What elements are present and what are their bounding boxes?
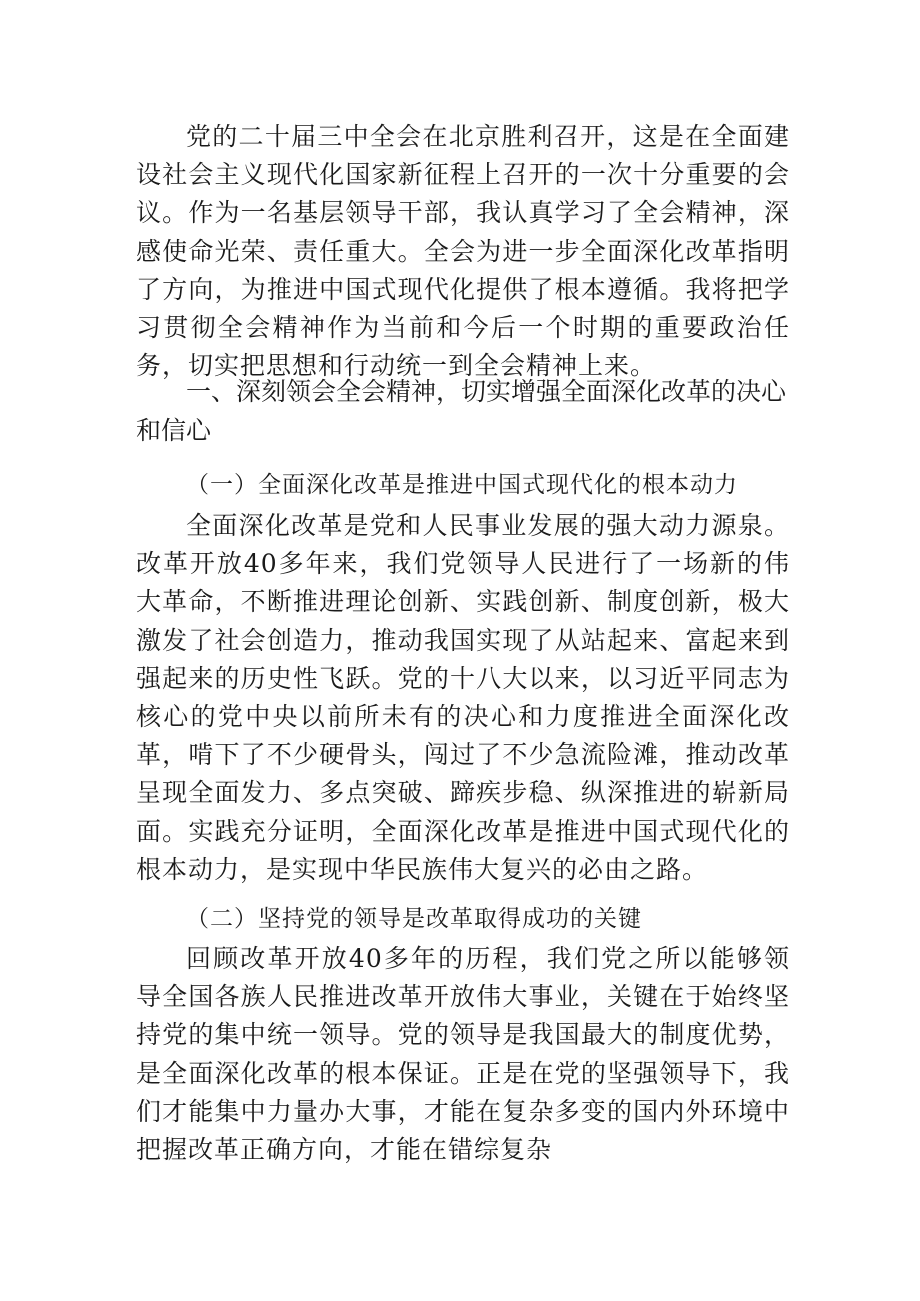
subsection-paragraph: 全面深化改革是党和人民事业发展的强大动力源泉。改革开放40多年来，我们党领导人民进行了一场新的伟大革命，不断推进理论创新、实践创新、制度创新，极大激发了社会创造力，推动我国实现了从站起来、富起来到强起来的历史性飞跃。党的十八大以来，以习近平同志为核心的党中央以前所未有的决心和力度推进全面深化改革，啃下了不少硬骨头，闯过了不少急流险滩，推动改革呈现全面发力、多点突破、蹄疾步稳、纵深推进的崭新局面。实践充分证明，全面深化改革是推进中国式现代化的根本动力，是实现中华民族伟大复兴的必由之路。 bbox=[136, 511, 790, 884]
subsection-body-block bbox=[136, 940, 790, 1169]
intro-block bbox=[136, 118, 790, 385]
intro-paragraph: 党的二十届三中全会在北京胜利召开，这是在全面建设社会主义现代化国家新征程上召开的一次十分重要的会议。作为一名基层领导干部，我认真学习了全会精神，深感使命光荣、责任重大。全会为进一步全面深化改革指明了方向，为推进中国式现代化提供了根本遵循。我将把学习贯彻全会精神作为当前和今后一个时期的重要政治任务，切实把思想和行动统一到全会精神上来。 bbox=[136, 122, 790, 381]
subsection-heading: （一）全面深化改革是推进中国式现代化的根本动力 bbox=[186, 472, 738, 498]
subsection-body-block bbox=[136, 507, 790, 889]
subsection-paragraph: 回顾改革开放40多年的历程，我们党之所以能够领导全国各族人民推进改革开放伟大事业，关键在于始终坚持党的集中统一领导。党的领导是我国最大的制度优势，是全面深化改革的根本保证。正是在党的坚强领导下，我们才能集中力量办大事，才能在复杂多变的国内外环境中把握改革正确方向，才能在错综复杂 bbox=[136, 944, 790, 1165]
section-heading: 一、深刻领会全会精神，切实增强全面深化改革的决心和信心 bbox=[136, 377, 787, 445]
subsection-heading: （二）坚持党的领导是改革取得成功的关键 bbox=[186, 906, 642, 932]
